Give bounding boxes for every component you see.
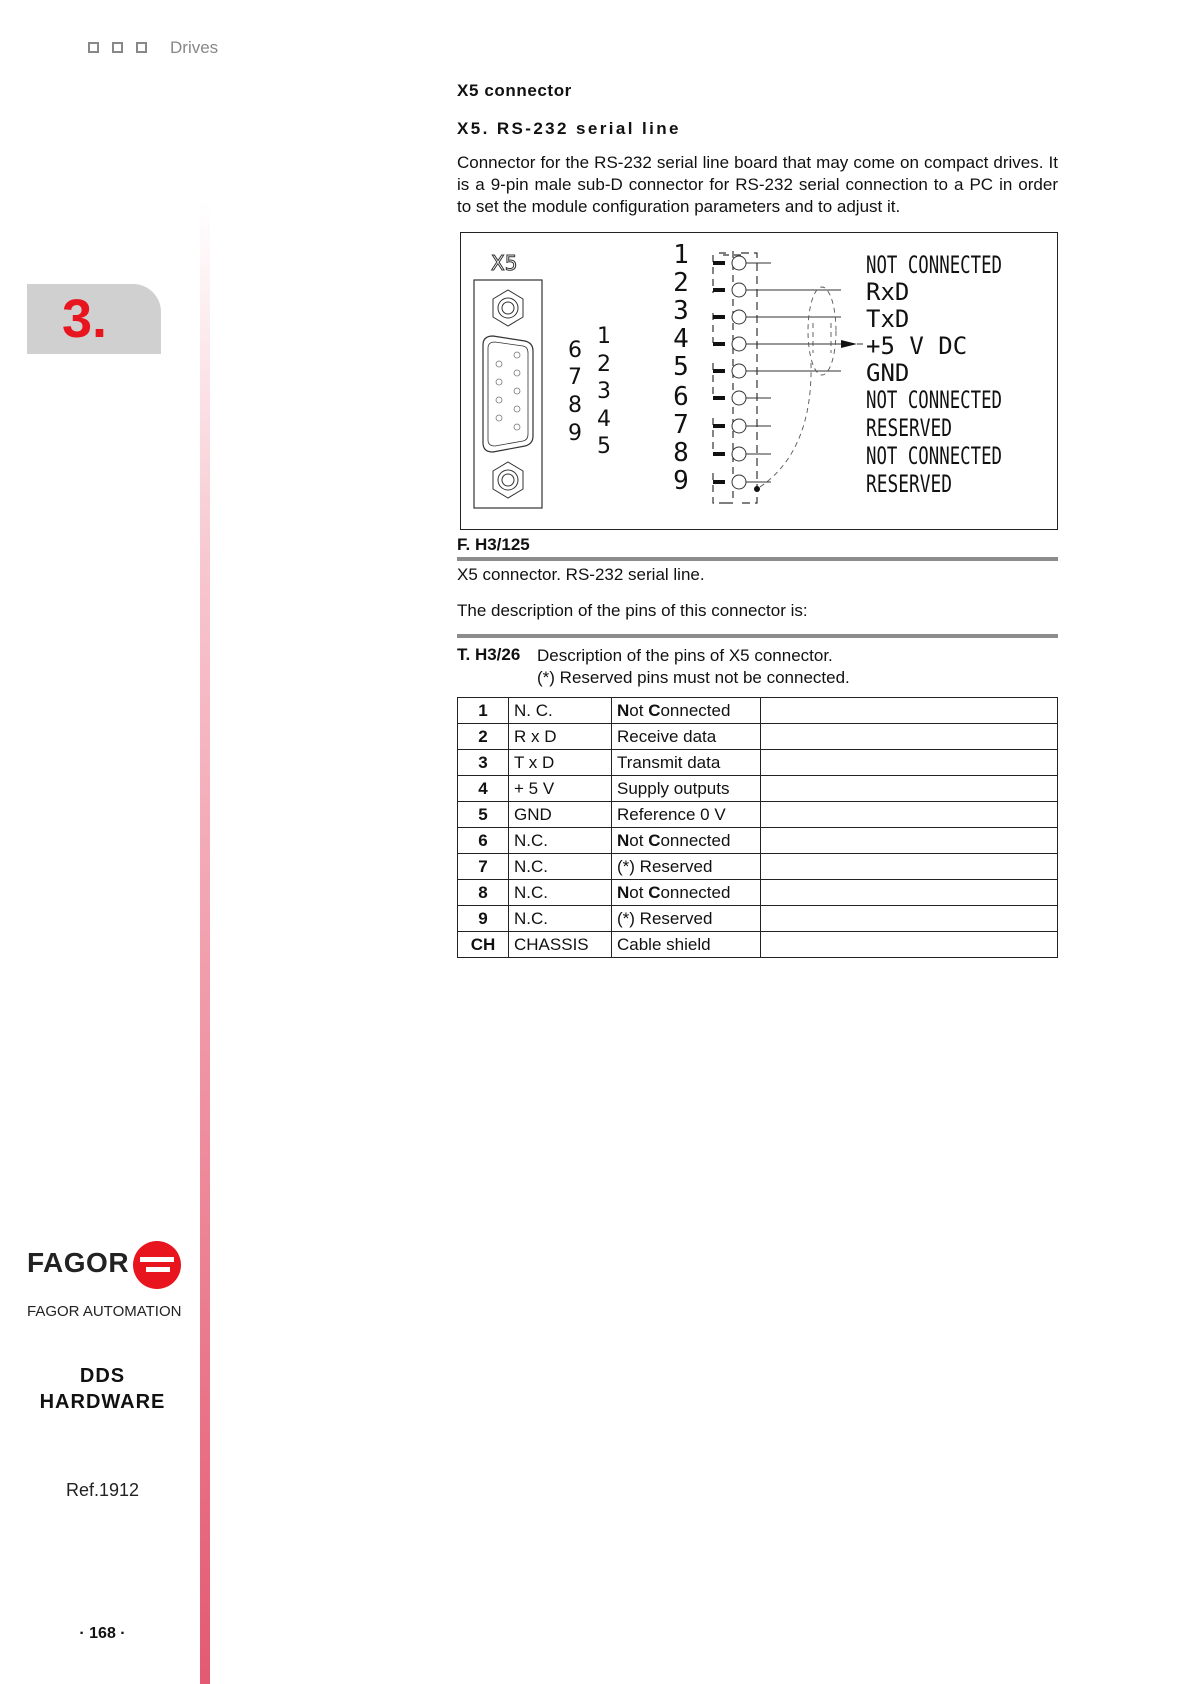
- description-cell: Cable shield: [612, 932, 761, 958]
- signal-label: RxD: [866, 278, 910, 306]
- pin-cell: 9: [458, 906, 509, 932]
- empty-cell: [761, 776, 1058, 802]
- description-cell: Receive data: [612, 724, 761, 750]
- fagor-logo-icon: [132, 1240, 182, 1290]
- terminal-number: 4: [673, 324, 689, 354]
- chassis-point: [754, 486, 760, 492]
- top-screw-icon: [493, 290, 523, 326]
- terminal-number: 6: [673, 382, 689, 412]
- table-row: [458, 854, 1058, 880]
- empty-cell: [761, 828, 1058, 854]
- signal-wires: [746, 263, 841, 482]
- pin-label-bottom: 9: [568, 421, 582, 446]
- signal-cell: N. C.: [509, 698, 612, 724]
- pin-label-bottom: 6: [568, 338, 582, 363]
- signal-cell: N.C.: [509, 828, 612, 854]
- pin-label-bottom: 8: [568, 393, 582, 418]
- figure-rule: [457, 557, 1058, 561]
- table-row: [458, 698, 1058, 724]
- fagor-automation-label: FAGOR AUTOMATION: [27, 1303, 182, 1320]
- signal-label: GND: [866, 359, 910, 387]
- pin-label-top: 3: [597, 379, 611, 404]
- signal-cell: N.C.: [509, 906, 612, 932]
- table-intro: The description of the pins of this connector is:: [457, 601, 808, 620]
- terminal-contacts: [713, 261, 725, 484]
- terminal-number: 9: [673, 466, 689, 496]
- header-square-icon: [112, 42, 123, 53]
- empty-cell: [761, 906, 1058, 932]
- pin-cell: 8: [458, 880, 509, 906]
- signal-cell: + 5 V: [509, 776, 612, 802]
- intro-paragraph: Connector for the RS-232 serial line board that may come on compact drives. It is a 9-pin male sub-D connector for RS-232 serial connection to a PC in order to set the module configuration parameters and to adjust it.: [457, 153, 1058, 216]
- pin-label-bottom: 7: [568, 365, 582, 390]
- section-title: X5 connector: [457, 81, 572, 100]
- connector-diagram: [461, 233, 1057, 529]
- description-cell: Supply outputs: [612, 776, 761, 802]
- figure-x5-label: X5: [491, 251, 518, 275]
- product-line-1: DDS: [79, 1365, 126, 1387]
- pin-cell: 6: [458, 828, 509, 854]
- empty-cell: [761, 724, 1058, 750]
- table-row: [458, 932, 1058, 958]
- terminal-number: 8: [673, 438, 689, 468]
- connector-pin-holes: [496, 352, 520, 430]
- table-caption-line: (*) Reserved pins must not be connected.: [537, 668, 850, 687]
- table-row: [458, 906, 1058, 932]
- signal-label: RESERVED: [866, 470, 952, 498]
- chapter-number: 3.: [62, 289, 108, 349]
- terminal-number: 2: [673, 268, 689, 298]
- table-row: [458, 828, 1058, 854]
- pin-label-top: 4: [597, 407, 611, 432]
- description-cell: Not Connected: [612, 880, 761, 906]
- product-line-2: HARDWARE: [39, 1391, 166, 1413]
- reference-number: Ref.1912: [65, 1480, 140, 1500]
- page-number: · 168 ·: [79, 1625, 126, 1642]
- bottom-screw-icon: [493, 462, 523, 498]
- pin-cell: 5: [458, 802, 509, 828]
- pin-label-top: 1: [597, 324, 611, 349]
- description-cell: Not Connected: [612, 828, 761, 854]
- signal-label: NOT CONNECTED: [866, 251, 1002, 279]
- pin-cell: 7: [458, 854, 509, 880]
- terminal-number: 3: [673, 296, 689, 326]
- pin-cell: 3: [458, 750, 509, 776]
- signal-cell: N.C.: [509, 880, 612, 906]
- table-caption-line: Description of the pins of X5 connector.: [537, 646, 833, 665]
- signal-label: RESERVED: [866, 414, 952, 442]
- figure-id: F. H3/125: [457, 535, 530, 554]
- signal-cell: CHASSIS: [509, 932, 612, 958]
- pin-cell: CH: [458, 932, 509, 958]
- pin-cell: 1: [458, 698, 509, 724]
- screw-terminals: [732, 256, 746, 489]
- empty-cell: [761, 854, 1058, 880]
- description-cell: Reference 0 V: [612, 802, 761, 828]
- d-shell-outer: [483, 336, 533, 452]
- empty-cell: [761, 880, 1058, 906]
- description-cell: (*) Reserved: [612, 854, 761, 880]
- figure-caption: X5 connector. RS-232 serial line.: [457, 565, 705, 584]
- signal-cell: GND: [509, 802, 612, 828]
- table-rule: [457, 634, 1058, 638]
- pin-table: [457, 697, 1058, 958]
- table-caption: [537, 645, 850, 689]
- fagor-logo-text: FAGOR: [27, 1247, 130, 1278]
- table-row: [458, 776, 1058, 802]
- description-cell: Transmit data: [612, 750, 761, 776]
- signal-label: NOT CONNECTED: [866, 386, 1002, 414]
- table-row: [458, 750, 1058, 776]
- table-row: [458, 724, 1058, 750]
- empty-cell: [761, 932, 1058, 958]
- signal-label: +5 V DC: [866, 332, 968, 360]
- header-square-icon: [88, 42, 99, 53]
- section-subtitle: X5. RS-232 serial line: [457, 119, 681, 138]
- signal-cell: R x D: [509, 724, 612, 750]
- pin-label-top: 2: [597, 352, 611, 377]
- empty-cell: [761, 698, 1058, 724]
- empty-cell: [761, 802, 1058, 828]
- table-id: T. H3/26: [457, 645, 521, 664]
- description-cell: (*) Reserved: [612, 906, 761, 932]
- description-cell: Not Connected: [612, 698, 761, 724]
- table-row: [458, 802, 1058, 828]
- pin-label-top: 5: [597, 434, 611, 459]
- connector-figure: [460, 232, 1058, 530]
- d-shell-inner: [488, 342, 528, 446]
- pin-cell: 4: [458, 776, 509, 802]
- signal-cell: T x D: [509, 750, 612, 776]
- signal-cell: N.C.: [509, 854, 612, 880]
- terminal-number: 5: [673, 352, 689, 382]
- table-row: [458, 880, 1058, 906]
- terminal-number: 1: [673, 240, 689, 270]
- signal-label: TxD: [866, 305, 910, 333]
- pin-cell: 2: [458, 724, 509, 750]
- arrow-icon: [841, 340, 857, 348]
- empty-cell: [761, 750, 1058, 776]
- terminal-number: 7: [673, 410, 689, 440]
- header-square-icon: [136, 42, 147, 53]
- sidebar-gradient-bar: [200, 200, 210, 1684]
- header-section: Drives: [170, 38, 219, 57]
- signal-label: NOT CONNECTED: [866, 442, 1002, 470]
